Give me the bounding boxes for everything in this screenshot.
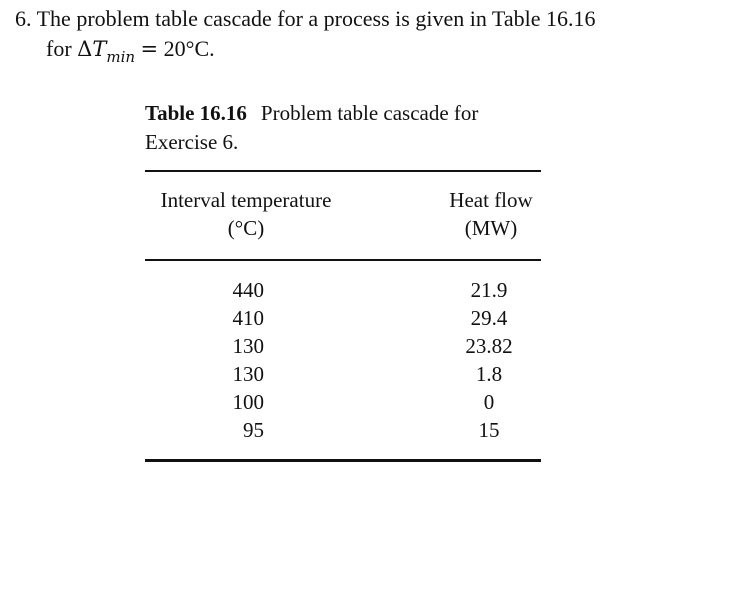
heat-flow-cell: 0 bbox=[483, 390, 495, 414]
heat-flow-cell: 23.82 bbox=[465, 334, 513, 358]
exercise-statement bbox=[15, 4, 735, 66]
temperature-cell: 95 bbox=[243, 418, 264, 442]
table-header-rule bbox=[145, 259, 541, 261]
equals-sign: = bbox=[140, 37, 159, 61]
table-label: Table 16.16 bbox=[145, 101, 247, 125]
header-heat-flow bbox=[441, 186, 541, 242]
exercise-text: The problem table cascade for a process is given in Table 16.16 bbox=[36, 6, 596, 31]
heat-flow-cell: 29.4 bbox=[470, 306, 508, 330]
min-subscript: min bbox=[106, 48, 136, 66]
table-bottom-rule bbox=[145, 459, 541, 462]
delta-symbol: Δ bbox=[77, 37, 93, 61]
table-top-rule bbox=[145, 170, 541, 172]
header-heat-flow-title: Heat flow bbox=[449, 188, 533, 212]
heat-flow-cell: 15 bbox=[478, 418, 500, 442]
heat-flow-cell: 1.8 bbox=[475, 362, 503, 386]
temperature-cell: 410 bbox=[232, 306, 264, 330]
temperature-cell: 440 bbox=[232, 278, 264, 302]
caption-text: Problem table cascade for bbox=[260, 101, 479, 125]
delta-t-min-value: 20°C. bbox=[163, 36, 215, 61]
exercise-for: for bbox=[46, 36, 72, 61]
delta-t-min-expression bbox=[77, 37, 136, 66]
exercise-line-2 bbox=[15, 34, 735, 66]
header-interval-temperature bbox=[145, 186, 347, 242]
exercise-number: 6. bbox=[15, 6, 32, 31]
caption-line-2: Exercise 6. bbox=[145, 130, 239, 154]
temperature-cell: 130 bbox=[232, 362, 264, 386]
caption-line-1 bbox=[145, 99, 565, 128]
t-symbol: T bbox=[92, 37, 107, 61]
heat-flow-cell: 21.9 bbox=[470, 278, 508, 302]
temperature-cell: 130 bbox=[232, 334, 264, 358]
table-caption bbox=[145, 99, 565, 157]
temperature-cell: 100 bbox=[232, 390, 264, 414]
header-temperature-title: Interval temperature bbox=[160, 188, 332, 212]
header-temperature-unit: (°C) bbox=[227, 216, 265, 240]
header-heat-flow-unit: (MW) bbox=[464, 216, 518, 240]
exercise-line-1 bbox=[15, 4, 735, 34]
